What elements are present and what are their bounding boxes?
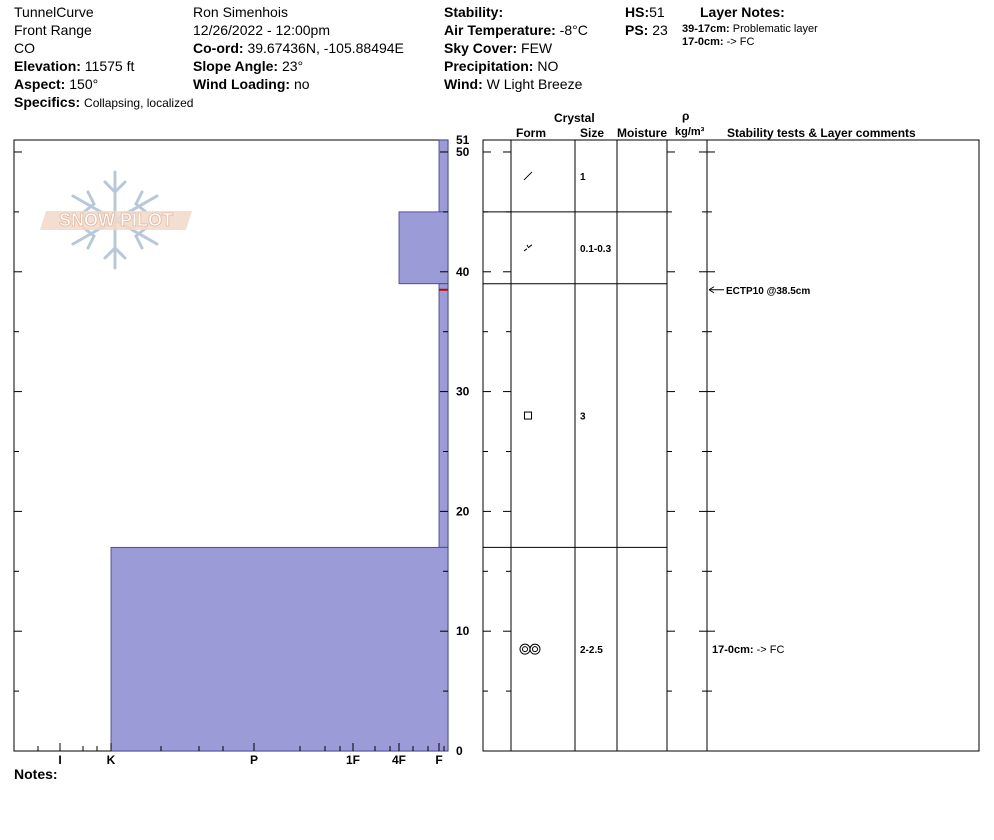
size-header: Size <box>580 126 605 140</box>
melt-forms-icon <box>520 644 540 654</box>
y-tick-label: 50 <box>456 144 470 159</box>
grain-size-label: 1 <box>580 171 586 183</box>
wind-value: W Light Breeze <box>486 76 583 92</box>
y-tick-label: 0 <box>456 744 463 758</box>
precip-value: NO <box>537 58 559 74</box>
hs-label: HS: <box>625 4 650 20</box>
x-tick-label: 4F <box>391 753 407 767</box>
layer-comment <box>712 644 785 656</box>
layer-comment-text: -> FC <box>756 644 785 657</box>
state-name: CO <box>14 40 35 56</box>
layer-bar <box>439 284 448 548</box>
sky-label: Sky Cover: <box>444 40 518 56</box>
comments-header: Stability tests & Layer comments <box>727 126 916 140</box>
rho-header: ρ <box>682 109 690 123</box>
faceted-crystal-icon <box>525 412 532 419</box>
layer-note-text: Problematic layer <box>732 23 818 35</box>
ps-label: PS: <box>625 22 649 38</box>
x-tick-label: I <box>58 753 62 767</box>
specifics-label: Specifics: <box>14 94 81 110</box>
crystal-header: Crystal <box>554 111 595 125</box>
grain-size-label: 0.1-0.3 <box>580 243 612 255</box>
y-tick-label: 20 <box>456 504 470 519</box>
x-tick-label: K <box>106 753 116 767</box>
x-tick-label: F <box>435 753 443 767</box>
specifics-value: Collapsing, localized <box>84 96 194 110</box>
layer-bar <box>399 212 448 284</box>
stability-label: Stability: <box>444 4 504 20</box>
crystal-table-frame <box>483 140 979 751</box>
crystal-table <box>483 140 979 751</box>
grain-size-label: 3 <box>580 411 586 423</box>
form-header: Form <box>516 126 546 140</box>
slope-label: Slope Angle: <box>193 58 279 74</box>
observer-name: Ron Simenhois <box>193 4 288 20</box>
logo-text: SNOW PILOT <box>59 210 173 230</box>
layer-note-text: -> FC <box>726 36 755 48</box>
layer-note-range: 17-0cm: <box>682 36 724 48</box>
density-unit-header: kg/m³ <box>675 126 705 138</box>
wind-label: Wind: <box>444 76 483 92</box>
moisture-header: Moisture <box>617 126 668 140</box>
observation-datetime: 12/26/2022 - 12:00pm <box>193 22 330 38</box>
coord-value: 39.67436N, -105.88494E <box>247 40 404 56</box>
layer-bar <box>111 547 448 751</box>
precip-label: Precipitation: <box>444 58 534 74</box>
stability-test-label: ECTP10 @38.5cm <box>726 285 811 297</box>
layer-comment-range: 17-0cm: <box>712 644 757 657</box>
decomposing-fragments-icon <box>524 172 532 180</box>
wind-loading-value: no <box>293 76 310 92</box>
aspect-label: Aspect: <box>14 76 66 92</box>
wind-loading-label: Wind Loading: <box>193 76 291 92</box>
y-tick-label: 30 <box>456 384 470 399</box>
air-temp-label: Air Temperature: <box>444 22 556 38</box>
aspect-value: 150° <box>69 76 99 92</box>
x-tick-label: P <box>249 753 259 767</box>
decomposing-fragments-icon <box>524 245 532 251</box>
x-tick-label: 1F <box>345 753 361 767</box>
ps-value: 23 <box>652 22 668 38</box>
layer-note-range: 39-17cm: <box>682 23 730 35</box>
site-name: TunnelCurve <box>14 4 94 20</box>
y-tick-label: 40 <box>456 264 470 279</box>
grain-size-label: 2-2.5 <box>580 645 603 657</box>
elevation-label: Elevation: <box>14 58 81 74</box>
elevation-value: 11575 ft <box>84 58 135 74</box>
layer-bar <box>439 140 448 212</box>
y-tick-label: 10 <box>456 624 470 639</box>
hs-value: 51 <box>649 4 665 20</box>
coord-label: Co-ord: <box>193 40 244 56</box>
sky-value: FEW <box>521 40 553 56</box>
range-name: Front Range <box>14 22 92 38</box>
layer-notes-title: Layer Notes: <box>700 4 785 20</box>
snowpilot-logo <box>40 172 192 268</box>
y-top-label: 51 <box>456 133 470 147</box>
notes-label: Notes: <box>14 766 58 782</box>
slope-value: 23° <box>281 58 304 74</box>
air-temp-value: -8°C <box>559 22 588 38</box>
